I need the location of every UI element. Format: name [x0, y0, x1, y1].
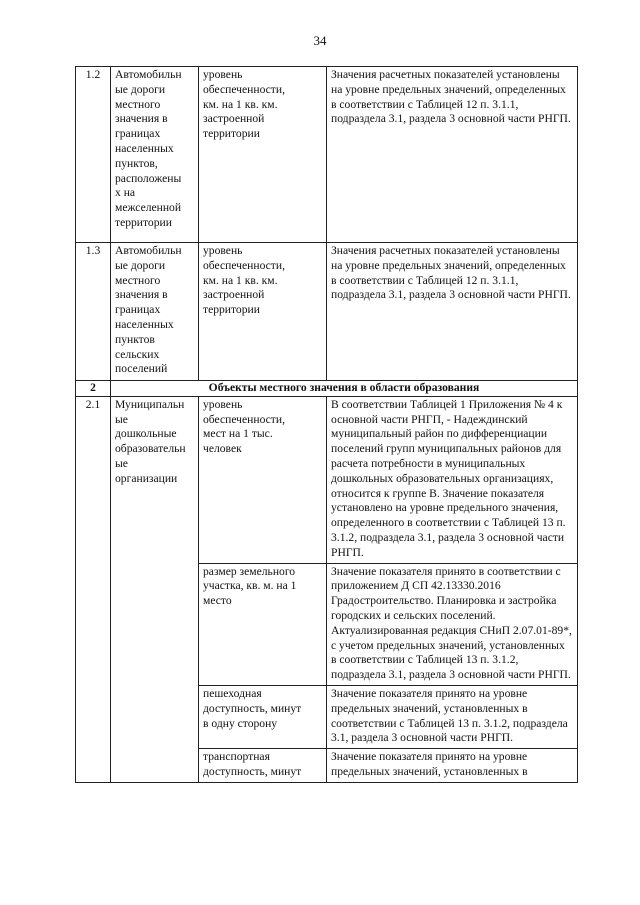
indicator-value: Значения расчетных показателей установлены на уровне предельных значений, определенных в соответствии с Таблицей 12 п. 3.1.1, подраздела 3.1, раздела 3 основной части РНГП. [327, 243, 578, 381]
indicator-name: пешеходная доступность, минут в одну сторону [199, 685, 327, 748]
indicator-name: размер земельного участка, кв. м. на 1 место [199, 563, 327, 685]
indicator-name: уровень обеспеченности, км. на 1 кв. км. застроенной территории [199, 243, 327, 381]
table-row [76, 243, 578, 381]
table-row [76, 396, 578, 563]
row-number: 2.1 [76, 396, 111, 782]
row-number: 1.2 [76, 67, 111, 243]
indicator-name: уровень обеспеченности, мест на 1 тыс. человек [199, 396, 327, 563]
indicator-name: уровень обеспеченности, км. на 1 кв. км. застроенной территории [199, 67, 327, 243]
indicator-value: Значение показателя принято в соответствии с приложением Д СП 42.13330.2016 Градостроительство. Планировка и застройка городских и сельских поселений. Актуализированная редакция СНиП 2.07.01-89*, с учетом предельных значений, установленных в соответствии с Таблицей 13 п. 3.1.2, подраздела 3.1, раздела 3 основной части РНГП. [327, 563, 578, 685]
object-name: Автомобильн ые дороги местного значения в границах населенных пунктов, расположены х на межселенной территории [111, 67, 199, 243]
indicator-name: транспортная доступность, минут [199, 749, 327, 783]
section-title: Объекты местного значения в области образования [111, 381, 578, 397]
object-name: Муниципальн ые дошкольные образовательн ые организации [111, 396, 199, 782]
table-row [76, 67, 578, 243]
page-number: 34 [313, 33, 327, 48]
indicators-table [75, 66, 578, 783]
indicator-value: В соответствии Таблицей 1 Приложения № 4 к основной части РНГП, - Надеждинский муниципальный район по дифференциации поселений групп муниципальных районов для расчета потребности в муниципальных дошкольных образовательных организациях, относится к группе В. Значение показателя установлено на уровне предельного значения, определенного в соответствии с Таблицей 13 п. 3.1.2, подраздела 3.1, раздела 3 основной части РНГП. [327, 396, 578, 563]
row-number: 1.3 [76, 243, 111, 381]
object-name: Автомобильн ые дороги местного значения в границах населенных пунктов сельских поселений [111, 243, 199, 381]
indicator-value: Значение показателя принято на уровне предельных значений, установленных в [327, 749, 578, 783]
indicator-value: Значение показателя принято на уровне предельных значений, установленных в соответствии с Таблицей 13 п. 3.1.2, подраздела 3.1, раздела 3 основной части РНГП. [327, 685, 578, 748]
section-number: 2 [76, 381, 111, 397]
section-header-row [76, 381, 578, 397]
indicator-value: Значения расчетных показателей установлены на уровне предельных значений, определенных в соответствии с Таблицей 12 п. 3.1.1, подраздела 3.1, раздела 3 основной части РНГП. [327, 67, 578, 243]
